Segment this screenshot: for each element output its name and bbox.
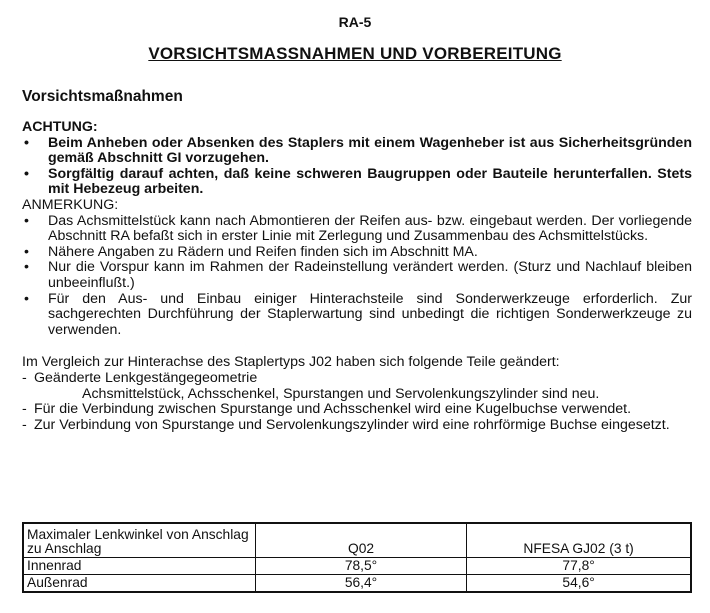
note-item: • Nur die Vorspur kann im Rahmen der Radeinstellung verändert werden. (Sturz und Nachlauf bleiben unbeeinflußt.) [22, 260, 692, 291]
note-label: ANMERKUNG: [22, 196, 119, 213]
section-title: Vorsichtsmaßnahmen [22, 88, 183, 105]
note-item: • Für den Aus- und Einbau einiger Hinterachsteile sind Sonderwerkzeuge erforderlich. Zur sachgerechten Durchführung der Staplerwartung sind unbedingt die richtigen Sonderwerkzeuge zu verwenden. [22, 292, 692, 339]
table-cell: 54,6° [467, 575, 691, 593]
table-cell: Innenrad [23, 558, 255, 575]
warning-item: • Sorgfältig darauf achten, daß keine schweren Baugruppen oder Bauteile herunterfallen. Stets mit Hebezeug arbeiten. [22, 167, 692, 198]
warning-list [22, 136, 692, 198]
change-item-text: Geänderte Lenkgestängegeometrie [34, 369, 258, 386]
table-row [23, 575, 691, 593]
table-header-cell: Q02 [255, 523, 466, 558]
note-list [22, 214, 692, 339]
table-cell: 77,8° [467, 558, 691, 575]
page-code: RA-5 [338, 14, 372, 30]
change-item [22, 371, 692, 402]
note-item: • Das Achsmittelstück kann nach Abmontieren der Reifen aus- bzw. eingebaut werden. Der vorliegende Abschnitt RA befaßt sich in erster Linie mit Zerlegung und Zusammenbau des Achsmittelstücks. [22, 214, 692, 245]
note-item: • Nähere Angaben zu Rädern und Reifen finden sich im Abschnitt MA. [22, 245, 692, 261]
changes-intro: Im Vergleich zur Hinterachse des Staplertyps J02 haben sich folgende Teile geändert: [22, 354, 560, 371]
table-header-cell: Maximaler Lenkwinkel von Anschlag zu Anschlag [23, 523, 255, 558]
change-item-subtext: Achsmittelstück, Achsschenkel, Spurstangen und Servolenkungszylinder sind neu. [82, 385, 600, 402]
table-header-cell: NFESA GJ02 (3 t) [467, 523, 691, 558]
table-header-row [23, 523, 691, 558]
table-cell: Außenrad [23, 575, 255, 593]
table-row [23, 558, 691, 575]
steering-angle-table [22, 522, 692, 593]
warning-item: • Beim Anheben oder Absenken des Staplers mit einem Wagenheber ist aus Sicherheitsgründen gemäß Abschnitt GI vorzugehen. [22, 136, 692, 167]
content-body [22, 120, 692, 433]
change-item: - Für die Verbindung zwischen Spurstange und Achsschenkel wird eine Kugelbuchse verwendet. [22, 402, 692, 418]
table-cell: 56,4° [255, 575, 466, 593]
table-cell: 78,5° [255, 558, 466, 575]
changes-list [22, 371, 692, 433]
change-item: - Zur Verbindung von Spurstange und Servolenkungszylinder wird eine rohrförmige Buchse eingesetzt. [22, 418, 692, 434]
page-title: VORSICHTSMASSNAHMEN UND VORBEREITUNG [148, 44, 562, 63]
warning-label: ACHTUNG: [22, 119, 98, 135]
